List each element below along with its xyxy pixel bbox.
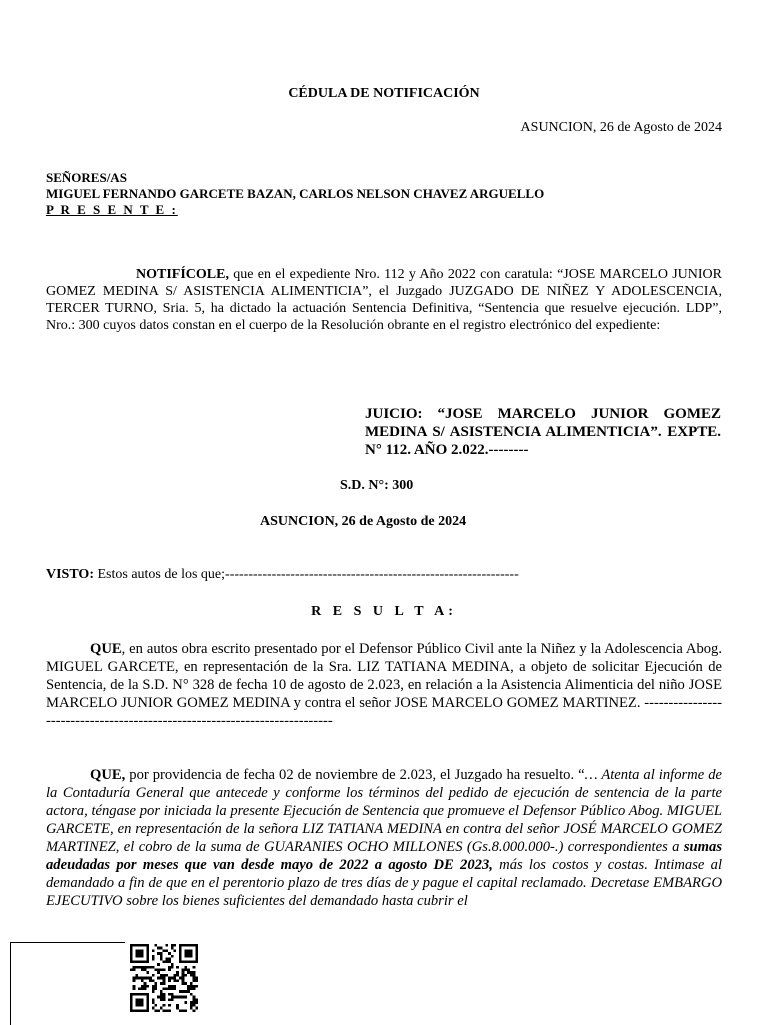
salutation: SEÑORES/AS: [46, 170, 127, 185]
resolution-date: ASUNCION, 26 de Agosto de 2024: [260, 514, 467, 529]
recipient-names: MIGUEL FERNANDO GARCETE BAZAN, CARLOS NELSON CHAVEZ ARGUELLO: [46, 186, 545, 201]
notification-text: que en el expediente Nro. 112 y Año 2022 con caratula: “JOSE MARCELO JUNIOR GOMEZ MEDINA S/ ASISTENCIA ALIMENTICIA”, el Juzgado JUZGADO DE NIÑEZ Y ADOLESCENCIA, TERCER TURNO, Sria. 5, ha dictado la actuación Sentencia Definitiva, “Sentencia que resuelve ejecución. LDP”, Nro.: 300 cuyos datos constan en el cuerpo de la Resolución obrante en el registro electrónico del expediente:: [46, 267, 722, 333]
document-date: ASUNCION, 26 de Agosto de 2024: [520, 120, 722, 135]
quoted-resolution: … Atenta al informe de la Contaduría General que antecede y conforme los términos del pedido de ejecución de sentencia de la parte actora, téngase por iniciada la presente Ejecución de Sentencia que promueve el Defensor Público Abog. MIGUEL GARCETE, en representación de la señora LIZ TATIANA MEDINA en contra del señor JOSÉ MARCELO GOMEZ MARTINEZ, el cobro de la suma de GUARANIES OCHO MILLONES (Gs.8.000.000-.) correspondientes a: [46, 767, 722, 855]
resulta-heading: R E S U L T A:: [311, 604, 457, 619]
paragraph-text: , en autos obra escrito presentado por el Defensor Público Civil ante la Niñez y la Adolescencia Abog. MIGUEL GARCETE, en representación de la Sra. LIZ TATIANA MEDINA, a objeto de solicitar Ejecución de Sentencia, de la S.D. N° 328 de fecha 10 de agosto de 2.023, en relación a la Asistencia Alimenticia del niño JOSE MARCELO JUNIOR GOMEZ MEDINA y contra el señor JOSE MARCELO GOMEZ MARTINEZ. ---------------------------------------------------------------------------: [46, 641, 722, 729]
qr-code-icon: [130, 944, 198, 1012]
document-title: CÉDULA DE NOTIFICACIÓN: [288, 86, 480, 101]
resulta-paragraph-1: [46, 640, 722, 730]
recipients-block: [46, 170, 544, 218]
visto-label: VISTO:: [46, 567, 94, 582]
notification-paragraph: [46, 266, 722, 334]
notification-lead: NOTIFÍCOLE,: [136, 267, 229, 282]
visto-text: Estos autos de los que;---------------------------------------------------------------: [93, 567, 519, 582]
paragraph-lead: QUE,: [90, 767, 126, 783]
quoted-resolution-continued: más los costos y costas. Intimase al demandado a fin de que en el perentorio plazo de tres días de y pague el capital reclamado. Decretase EMBARGO EJECUTIVO sobre los bienes suficientes del demandado hasta cubrir el: [46, 857, 722, 909]
sd-number: S.D. N°: 300: [340, 478, 414, 493]
case-title: JUICIO: “JOSE MARCELO JUNIOR GOMEZ MEDINA S/ ASISTENCIA ALIMENTICIA”. EXPTE. N° 112. AÑO 2.022.--------: [365, 406, 721, 458]
quoted-resolution-emphasis: sumas adeudadas por meses que van desde mayo de 2022 a agosto DE 2023,: [46, 839, 722, 873]
paragraph-text: por providencia de fecha 02 de noviembre de 2.023, el Juzgado ha resuelto. “: [125, 767, 585, 783]
resulta-paragraph-2: [46, 766, 722, 910]
signature-box: [10, 942, 125, 1025]
presente-label: P R E S E N T E :: [46, 202, 178, 217]
visto-line: [46, 567, 519, 583]
paragraph-lead: QUE: [90, 641, 122, 657]
